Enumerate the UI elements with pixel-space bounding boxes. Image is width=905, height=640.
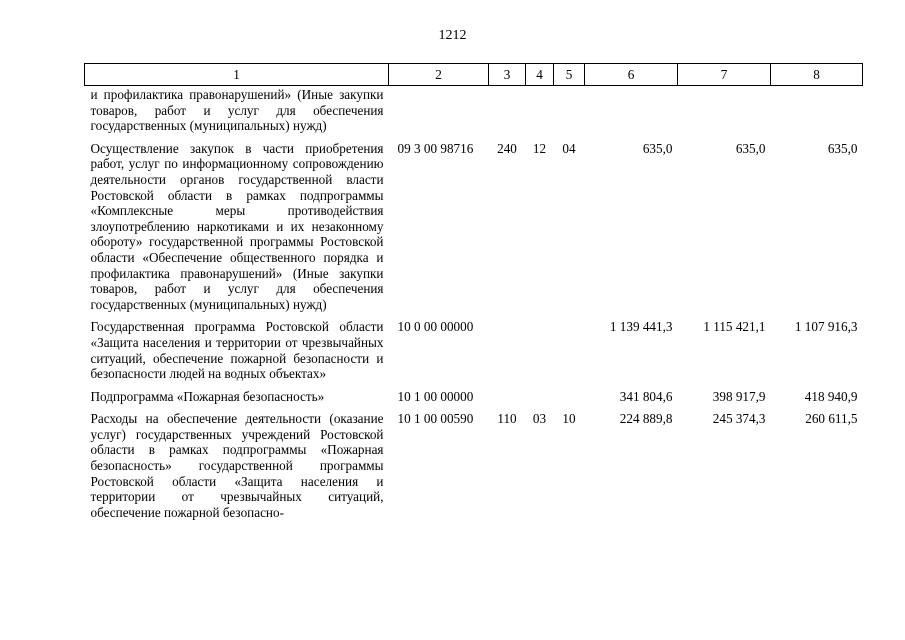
- row-csr-code: 10 0 00 00000: [397, 319, 474, 335]
- row-vr-code: [489, 389, 526, 412]
- row-amount-year1: 341 804,6: [619, 388, 673, 404]
- row-amount-year3: [771, 86, 863, 141]
- row-amount-year3: 418 940,9: [804, 388, 858, 404]
- row-amount-year1: 224 889,8: [619, 411, 673, 427]
- table-body: [85, 86, 863, 528]
- header-col-vr: 3: [489, 64, 526, 86]
- header-col-pr: 5: [554, 64, 585, 86]
- row-amount-year2: 1 115 421,1: [703, 319, 766, 335]
- page-number: 1212: [438, 28, 467, 43]
- header-col-rz: 4: [526, 64, 554, 86]
- row-vr-code: 110: [497, 411, 517, 427]
- row-amount-year3: 635,0: [827, 140, 858, 156]
- row-csr-code: 10 1 00 00590: [397, 411, 474, 427]
- row-amount-year1: [585, 86, 678, 141]
- row-vr-code: 240: [497, 140, 517, 156]
- row-amount-year2: 635,0: [735, 140, 766, 156]
- header-col-year3: 8: [771, 64, 863, 86]
- header-row: [85, 64, 863, 86]
- row-vr-code: [489, 319, 526, 388]
- row-amount-year2: [678, 86, 771, 141]
- row-csr-code: 09 3 00 98716: [397, 140, 474, 156]
- table-header: [85, 64, 863, 86]
- row-pr-code: [554, 389, 585, 412]
- row-name: Подпрограмма «Пожарная безопасность»: [90, 388, 325, 404]
- row-name: Осуществление закупок в части приобретения работ, услуг по информационному сопровождению деятельности органов государственной власти Ростовской области в рамках подпрограммы «Комплексные меры противодействия злоупотреблению наркотиками и их незаконному обороту» государственной программы Ростовской области «Обеспечение общественного порядка и профилактика правонарушений» (Иные закупки товаров, работ и услуг для обеспечения государственных (муниципальных) нужд): [90, 140, 384, 312]
- table-row: [85, 141, 863, 320]
- row-amount-year3: 1 107 916,3: [794, 319, 858, 335]
- header-col-csr: 2: [389, 64, 489, 86]
- row-csr-code: 10 1 00 00000: [397, 388, 474, 404]
- budget-table: [84, 63, 863, 527]
- row-amount-year1: 635,0: [642, 140, 673, 156]
- row-rz-code: [526, 389, 554, 412]
- row-name: и профилактика правонарушений» (Иные закупки товаров, работ и услуг для обеспечения государственных (муниципальных) нужд): [90, 87, 384, 134]
- row-amount-year2: 398 917,9: [712, 388, 766, 404]
- table-row: [85, 389, 863, 412]
- header-col-year1: 6: [585, 64, 678, 86]
- row-vr-code: [489, 86, 526, 141]
- header-col-year2: 7: [678, 64, 771, 86]
- row-name: Расходы на обеспечение деятельности (оказание услуг) государственных учреждений Ростовской области в рамках подпрограммы «Пожарная безопасность» государственной программы Ростовской области «Защита населения и территории от чрезвычайных ситуаций, обеспечение пожарной безопасно-: [90, 411, 384, 520]
- table-row: [85, 86, 863, 141]
- row-pr-code: 10: [562, 411, 576, 427]
- row-name: Государственная программа Ростовской области «Защита населения и территории от чрезвычайных ситуаций, обеспечение пожарной безопасности и безопасности людей на водных объектах»: [90, 319, 384, 382]
- row-amount-year3: 260 611,5: [805, 411, 858, 427]
- row-rz-code: [526, 86, 554, 141]
- row-csr-code: [389, 86, 489, 141]
- header-col-name: 1: [85, 64, 389, 86]
- row-amount-year2: 245 374,3: [712, 411, 766, 427]
- row-amount-year1: 1 139 441,3: [609, 319, 673, 335]
- table-row: [85, 319, 863, 388]
- row-pr-code: 04: [562, 140, 576, 156]
- row-rz-code: [526, 319, 554, 388]
- row-rz-code: 03: [532, 411, 547, 427]
- table-row: [85, 411, 863, 527]
- row-pr-code: [554, 86, 585, 141]
- row-rz-code: 12: [532, 140, 547, 156]
- row-pr-code: [554, 319, 585, 388]
